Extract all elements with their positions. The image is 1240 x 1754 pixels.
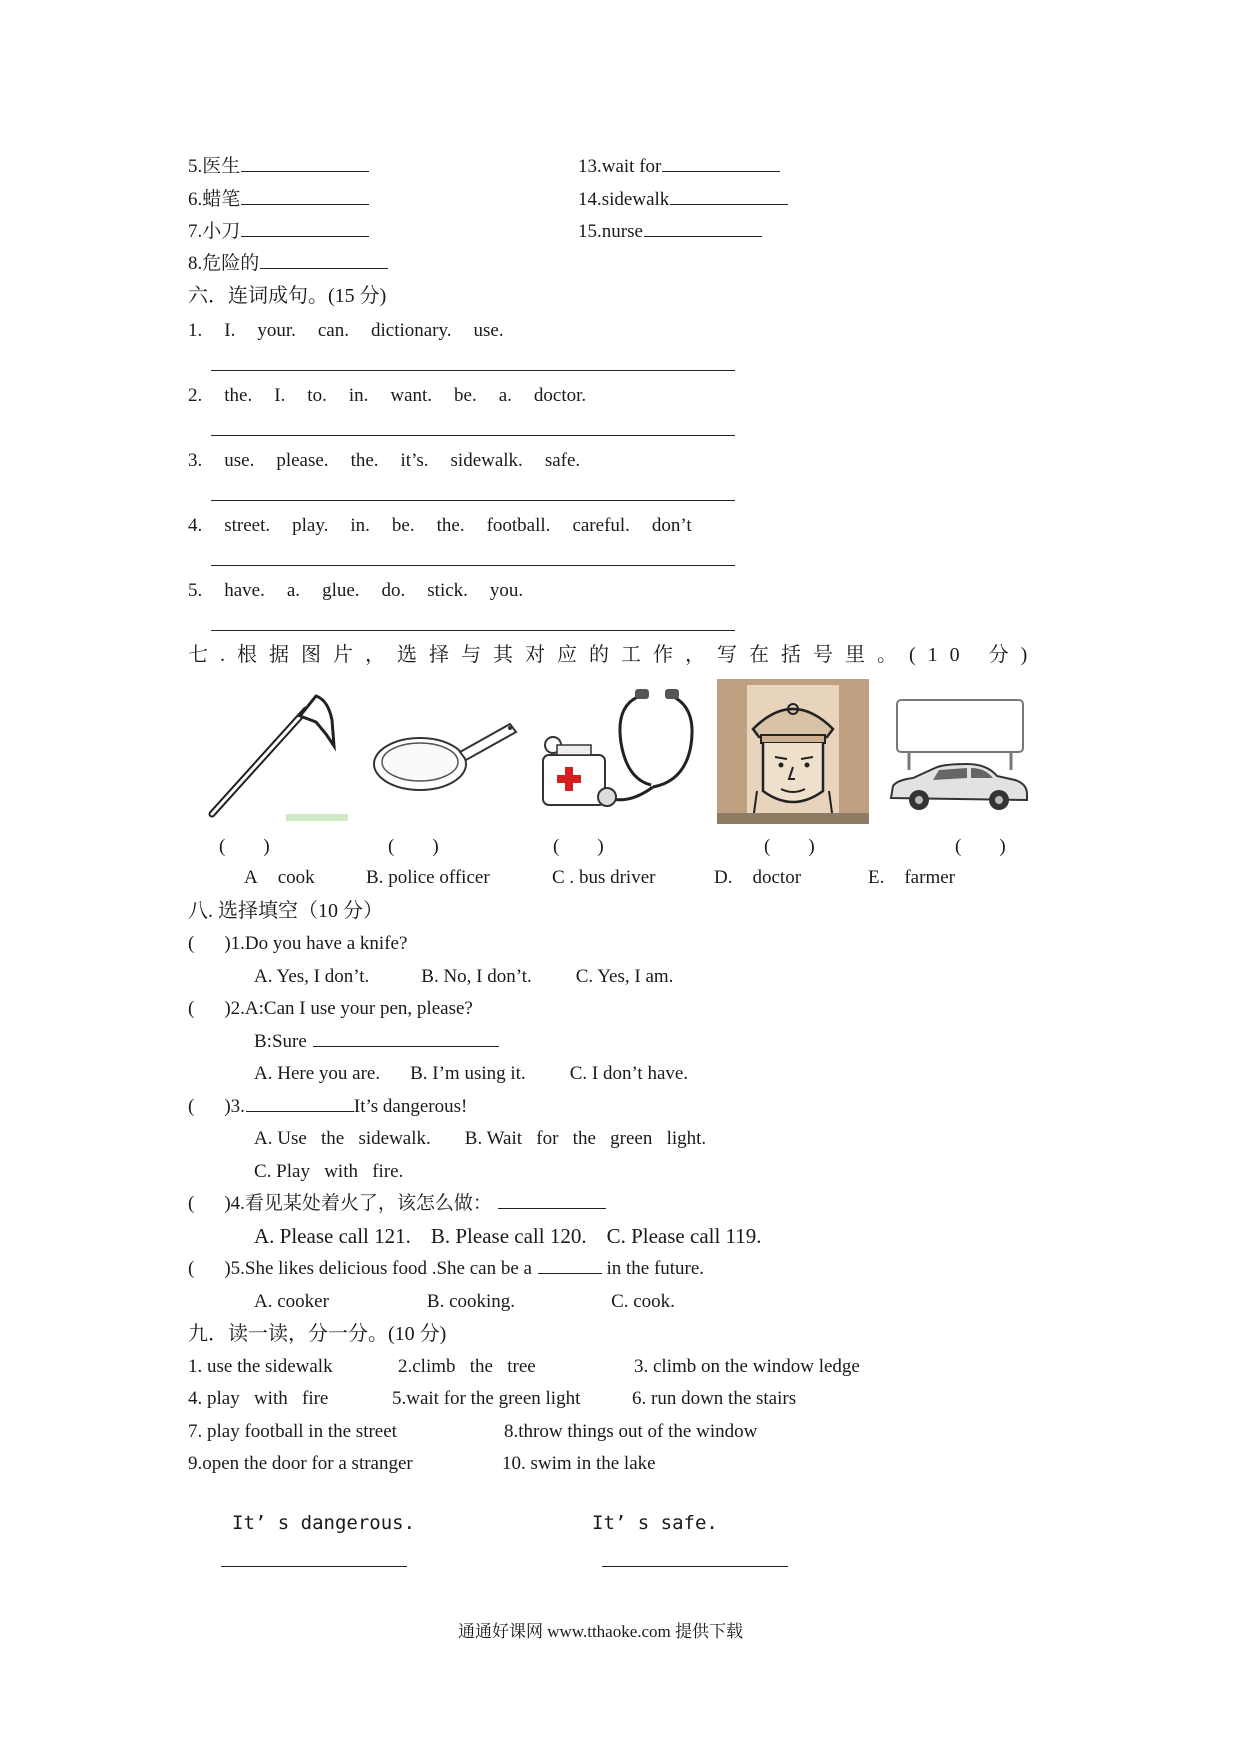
vocab-item: 15.nurse [578, 222, 762, 241]
question-2-extra: B:Sure [254, 1032, 499, 1051]
scrambled-sentence-4: 4. street. play. in. be. the. football. careful. don’t [188, 515, 692, 536]
question-5: ( )5.She likes delicious food .She can be a in the future. [188, 1258, 705, 1279]
section9-title: 九．读一读，分一分。(10 分) [188, 1323, 447, 1345]
question-1: ( )1.Do you have a knife? [188, 933, 408, 954]
answer-line[interactable] [211, 565, 735, 566]
section7-title: 七.根据图片，选择与其对应的工作，写在括号里。(10 分) [188, 644, 1040, 666]
question-3: ( )3. It’s dangerous! [188, 1096, 468, 1117]
stethoscope-picture [535, 683, 705, 823]
vocab-item: 6.蜡笔 [188, 190, 369, 209]
vocab-item: 7.小刀 [188, 222, 369, 241]
job-option-b: B. police officer [366, 867, 490, 888]
scrambled-sentence-3: 3. use. please. the. it’s. sidewalk. safe. [188, 450, 581, 471]
answer-paren[interactable]: ( ) [553, 836, 604, 857]
question-2-options: A. Here you are. B. I’m using it. C. I don’t have. [254, 1063, 689, 1084]
footer: 通通好课网 www.tthaoke.com 提供下载 [458, 1622, 744, 1641]
answer-paren[interactable]: ( ) [388, 836, 439, 857]
vocab-item: 5.医生 [188, 157, 369, 176]
question-4: ( )4.看见某处着火了，该怎么做： [188, 1194, 606, 1213]
scrambled-sentence-5: 5. have. a. glue. do. stick. you. [188, 580, 524, 601]
section8-title: 八. 选择填空（10 分） [188, 900, 383, 922]
answer-line[interactable] [211, 435, 735, 436]
safe-heading: It’ s safe. [592, 1512, 718, 1534]
section6-title: 六．连词成句。(15 分) [188, 285, 387, 307]
phrase-item: 10. swim in the lake [502, 1453, 656, 1474]
job-option-c: C . bus driver [552, 867, 656, 888]
phrase-item: 6. run down the stairs [632, 1388, 797, 1409]
dangerous-answer-line[interactable] [221, 1566, 407, 1567]
safe-answer-line[interactable] [602, 1566, 788, 1567]
phrase-item: 3. climb on the window ledge [634, 1356, 860, 1377]
scrambled-sentence-1: 1. I. your. can. dictionary. use. [188, 320, 504, 341]
answer-line[interactable] [211, 500, 735, 501]
question-4-options: A. Please call 121. B. Please call 120. C. Please call 119. [254, 1224, 762, 1248]
pitchfork-picture [200, 690, 350, 822]
phrase-item: 5.wait for the green light [392, 1388, 581, 1409]
vocab-item: 8.危险的 [188, 254, 388, 273]
answer-paren[interactable]: ( ) [764, 836, 815, 857]
answer-paren[interactable]: ( ) [955, 836, 1006, 857]
question-5-options: A. cooker B. cooking. C. cook. [254, 1291, 675, 1312]
question-1-options: A. Yes, I don’t. B. No, I don’t. C. Yes, I am. [254, 966, 674, 987]
vocab-item: 14.sidewalk [578, 190, 788, 209]
frying-pan-picture [360, 690, 528, 822]
answer-line[interactable] [211, 370, 735, 371]
phrase-item: 1. use the sidewalk [188, 1356, 333, 1377]
job-option-e: E. farmer [868, 867, 955, 888]
answer-paren[interactable]: ( ) [219, 836, 270, 857]
car-picture [883, 690, 1033, 822]
question-3-options: A. Use the sidewalk. B. Wait for the green light. [254, 1128, 707, 1149]
phrase-item: 2.climb the tree [398, 1356, 536, 1377]
phrase-item: 4. play with fire [188, 1388, 329, 1409]
phrase-item: 8.throw things out of the window [504, 1421, 758, 1442]
job-option-d: D. doctor [714, 867, 802, 888]
question-3-options-2: C. Play with fire. [254, 1161, 404, 1182]
phrase-item: 7. play football in the street [188, 1421, 397, 1442]
phrase-item: 9.open the door for a stranger [188, 1453, 413, 1474]
scrambled-sentence-2: 2. the. I. to. in. want. be. a. doctor. [188, 385, 587, 406]
dangerous-heading: It’ s dangerous. [232, 1512, 416, 1534]
question-2: ( )2.A:Can I use your pen, please? [188, 998, 473, 1019]
police-officer-picture [717, 679, 869, 824]
vocab-item: 13.wait for [578, 157, 780, 176]
answer-line[interactable] [211, 630, 735, 631]
job-option-a: A cook [244, 867, 315, 888]
